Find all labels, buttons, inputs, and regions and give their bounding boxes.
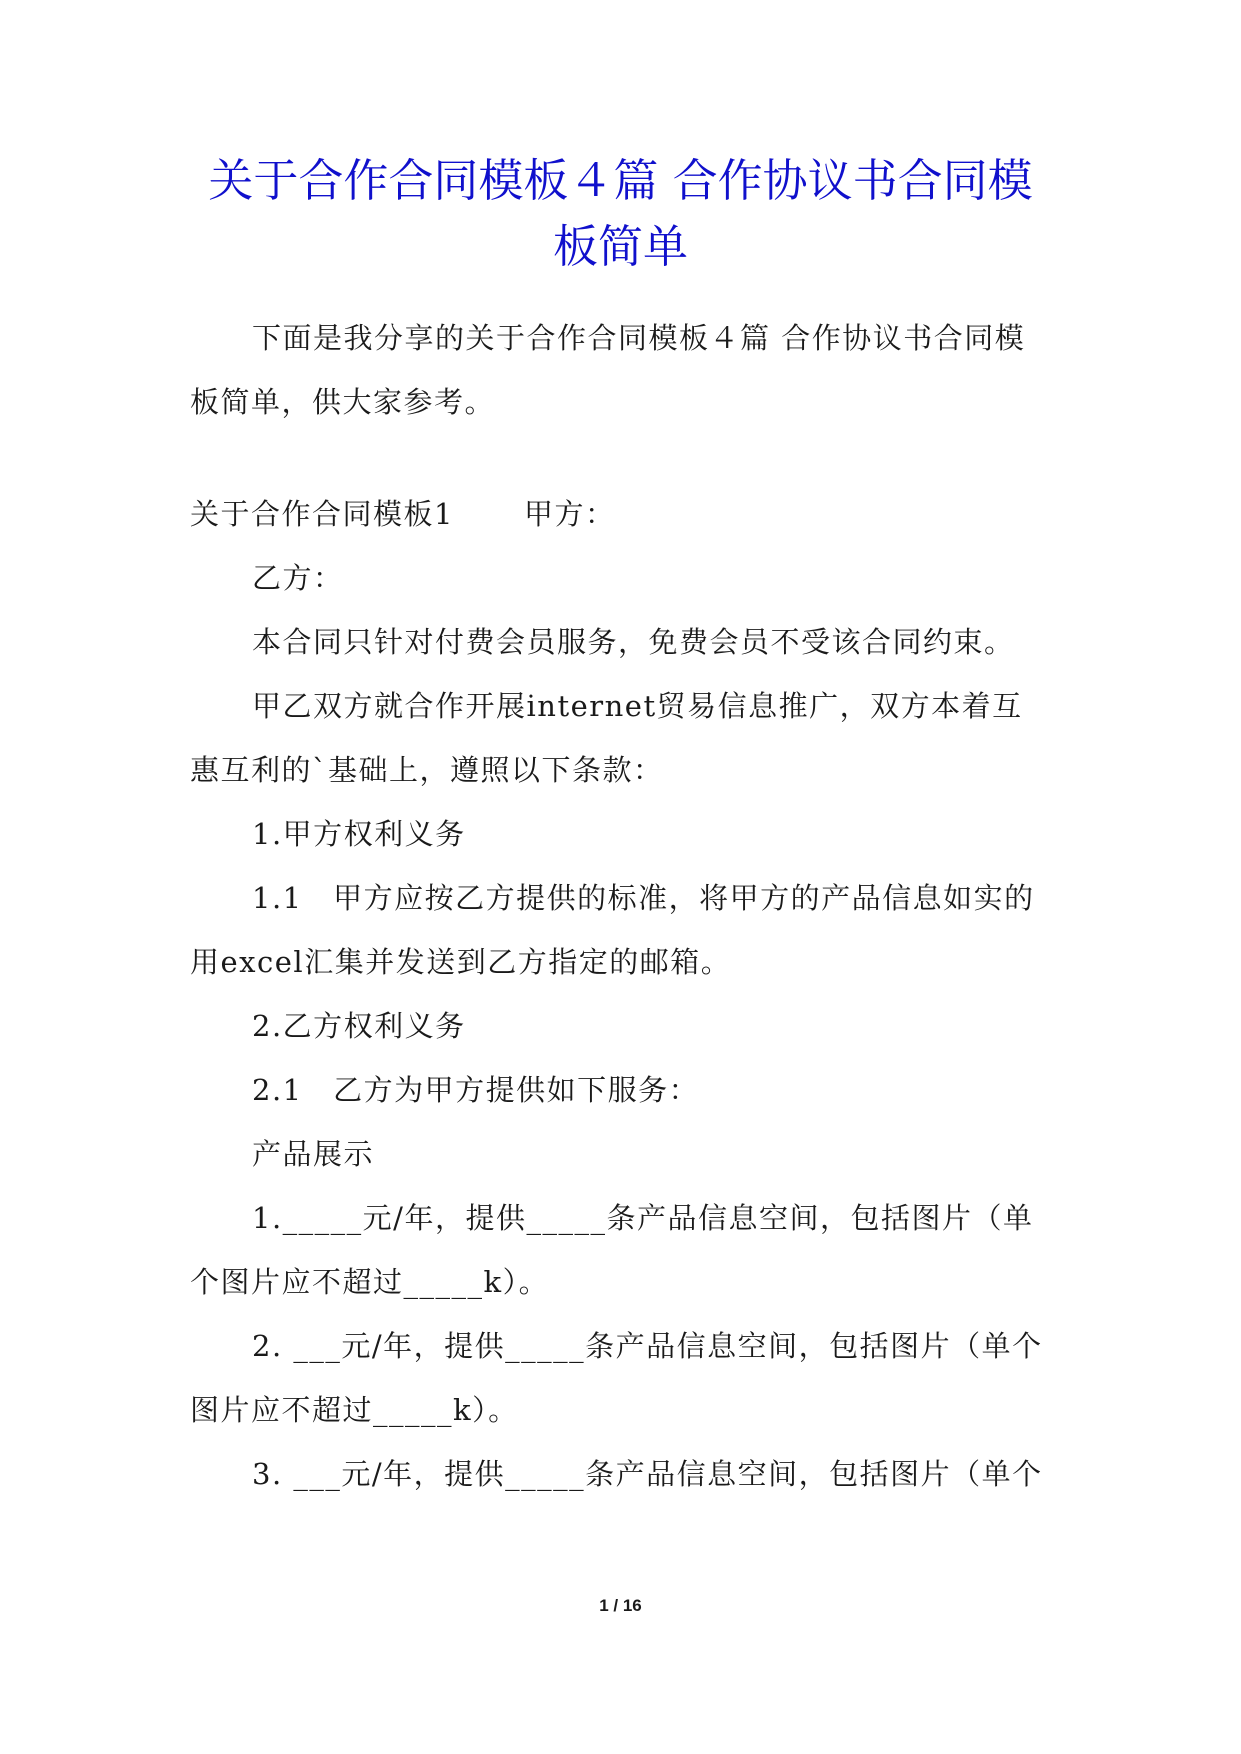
section-1-heading: 关于合作合同模板1 <box>190 497 454 531</box>
document-title-line-2: 板简单 <box>552 220 688 273</box>
clause-2-1-line: 2.1 乙方为甲方提供如下服务： <box>252 1073 700 1107</box>
item-2-line-1: 2. ___元/年，提供_____条产品信息空间，包括图片（单个 <box>252 1329 1043 1363</box>
item-1-paragraph <box>190 1186 1051 1314</box>
basis-line-1: 甲乙双方就合作开展internet贸易信息推广，双方本着互 <box>252 689 1023 723</box>
products-line: 产品展示 <box>252 1137 375 1171</box>
item-2-paragraph <box>190 1314 1051 1442</box>
scope-line: 本合同只针对付费会员服务，免费会员不受该合同约束。 <box>252 625 1015 659</box>
item-2-line-2: 图片应不超过_____k）。 <box>190 1393 519 1427</box>
intro-line-1: 下面是我分享的关于合作合同模板４篇 合作协议书合同模 <box>252 321 1026 355</box>
clause-2-1-paragraph <box>190 1058 1051 1122</box>
party-b-label: 乙方： <box>252 561 344 595</box>
section-1-heading-line <box>190 482 1051 546</box>
item-3-line-1: 3. ___元/年，提供_____条产品信息空间，包括图片（单个 <box>252 1457 1043 1491</box>
document-title <box>190 148 1051 280</box>
clause-1-1-paragraph <box>190 866 1051 994</box>
page-number: 1 / 16 <box>599 1596 642 1615</box>
intro-paragraph <box>190 306 1051 434</box>
basis-paragraph <box>190 674 1051 802</box>
clause-1-line: 1.甲方权利义务 <box>252 817 466 851</box>
basis-line-2: 惠互利的`基础上，遵照以下条款： <box>190 753 664 787</box>
document-title-line-1: 关于合作合同模板４篇 合作协议书合同模 <box>208 154 1033 207</box>
clause-1-1-line-1: 1.1 甲方应按乙方提供的标准，将甲方的产品信息如实的 <box>252 881 1035 915</box>
intro-line-2: 板简单，供大家参考。 <box>190 385 496 419</box>
item-3-paragraph <box>190 1442 1051 1506</box>
party-a-label: 甲方： <box>523 497 616 531</box>
scope-paragraph <box>190 610 1051 674</box>
clause-1-heading <box>190 802 1051 866</box>
clause-2-heading <box>190 994 1051 1058</box>
clause-1-1-line-2: 用excel汇集并发送到乙方指定的邮箱。 <box>190 945 732 979</box>
item-1-line-2: 个图片应不超过_____k）。 <box>190 1265 550 1299</box>
item-1-line-1: 1._____元/年，提供_____条产品信息空间，包括图片（单 <box>252 1201 1034 1235</box>
party-b-paragraph <box>190 546 1051 610</box>
clause-2-line: 2.乙方权利义务 <box>252 1009 466 1043</box>
products-heading <box>190 1122 1051 1186</box>
